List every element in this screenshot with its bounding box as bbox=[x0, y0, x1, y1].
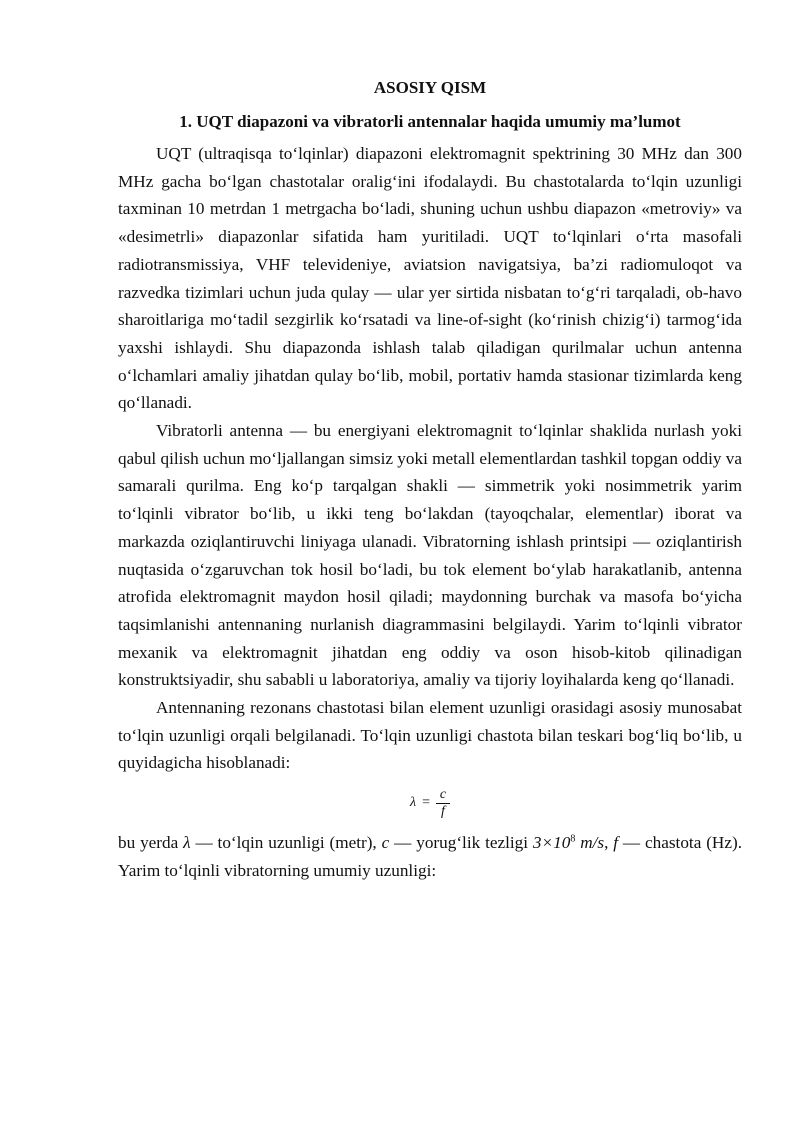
speed-base: 3×10 bbox=[532, 833, 571, 853]
speed-exponent: 8 bbox=[570, 833, 576, 845]
formula-fraction bbox=[436, 787, 450, 820]
explanation-text-5: — chastota (Hz). Yarim to‘lqinli vibratorning umumiy uzunligi: bbox=[118, 833, 742, 880]
formula-equals: = bbox=[422, 795, 430, 811]
speed-unit: m/s bbox=[575, 833, 605, 853]
paragraph-formula-explanation bbox=[118, 829, 742, 884]
main-heading: ASOSIY QISM bbox=[373, 78, 487, 97]
formula-lambda: λ bbox=[410, 795, 417, 811]
paragraph-uqt-range: UQT (ultraqisqa to‘lqinlar) diapazoni elektromagnit spektrining 30 MHz dan 300 MHz gacha bo‘lgan chastotalar oralig‘ini ifodalaydi. Bu chastotalarda to‘lqin uzunligi taxminan 10 metrdan 1 metrgacha bo‘ladi, shuning uchun ushbu diapazon «metroviy» va «desimetrli» diapazonlar sifatida ham yuritiladi. UQT to‘lqinlari o‘rta masofali radiotransmissiya, VHF televideniye, aviatsion navigatsiya, ba’zi radiomuloqot va razvedka tizimlari uchun juda qulay — ular yer sirtida nisbatan to‘g‘ri tarqaladi, ob-havo sharoitlariga mo‘tadil sezgirlik ko‘rsatadi va line-of-sight (ko‘rinish chizig‘i) tarmog‘ida yaxshi ishlaydi. Shu diapazonda ishlash talab qiladigan qurilmalar uchun antenna o‘lchamlari amaliy jihatdan qulay bo‘lib, mobil, portativ hamda stasionar tizimlarda keng qo‘llanadi. bbox=[118, 144, 742, 413]
explanation-text-3: — yorug‘lik tezligi bbox=[389, 833, 533, 853]
document-page bbox=[118, 78, 742, 885]
paragraph-vibrator-antenna: Vibratorli antenna — bu energiyani elektromagnit to‘lqinlar shaklida nurlash yoki qabul qilish uchun mo‘ljallangan simsiz yoki metall elementlardan tashkil topgan oddiy va samarali qurilma. Eng ko‘p tarqalgan shakli — simmetrik yoki nosimmetrik yarim to‘lqinli vibrator bo‘lib, u ikki teng bo‘lakdan (tayoqchalar, elementlar) iborat va markazda oziqlantiruvchi liniyaga ulanadi. Vibratorning ishlash printsipi — oziqlantirish nuqtasida o‘zgaruvchan tok hosil bo‘ladi, bu tok element bo‘ylab harakatlanib, antenna atrofida elektromagnit maydon hosil qiladi; maydonning burchak va masofa bo‘yicha taqsimlanishi antennaning nurlanish diagrammasini belgilaydi. Yarim to‘lqinli vibrator mexanik va elektromagnit jihatdan eng oddiy va oson hisob-kitob qilinadigan konstruktsiyadir, shu sababli u laboratoriya, amaliy va tijoriy loyihalarda keng qo‘llanadi. bbox=[118, 421, 742, 690]
explanation-lambda: λ bbox=[183, 833, 191, 853]
formula-numerator: c bbox=[439, 786, 447, 802]
explanation-c: c bbox=[381, 833, 390, 853]
wavelength-formula bbox=[118, 783, 742, 823]
explanation-text-4: , bbox=[604, 833, 614, 853]
formula-denominator: f bbox=[441, 803, 445, 819]
paragraph-resonance: Antennaning rezonans chastotasi bilan element uzunligi orasidagi asosiy munosabat to‘lqin uzunligi orqali belgilanadi. To‘lqin uzunligi chastota bilan teskari bog‘liq bo‘lib, u quyidagicha hisoblanadi: bbox=[118, 698, 742, 773]
explanation-f: f bbox=[613, 833, 619, 853]
section-title: 1. UQT diapazoni va vibratorli antennalar haqida umumiy ma’lumot bbox=[179, 112, 681, 131]
explanation-text-2: — to‘lqin uzunligi (metr), bbox=[190, 833, 382, 853]
explanation-text-1: bu yerda bbox=[118, 833, 184, 853]
